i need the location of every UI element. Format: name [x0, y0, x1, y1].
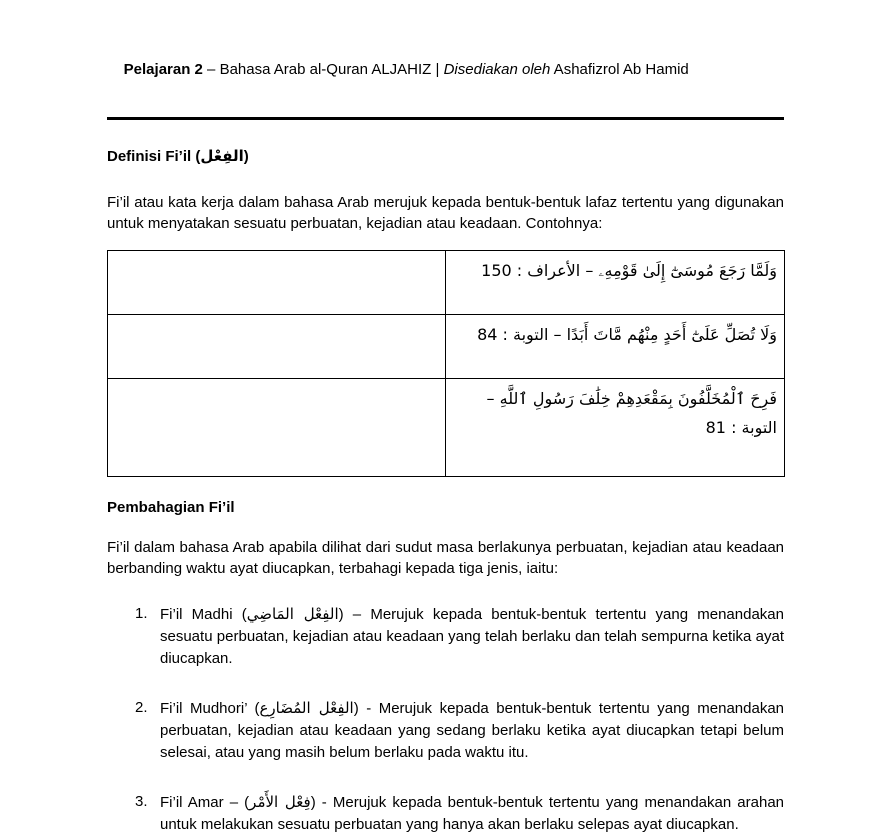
list-item-number: 2. [135, 699, 148, 716]
example-verse-cell: وَلَمَّا رَجَعَ مُوسَىٰٓ إِلَىٰ قَوْمِهِۦ – الأعراف : 150 [446, 251, 785, 315]
fiil-mudhori-description: ) - Merujuk kepada bentuk-bentuk tertentu yang menandakan perbuatan, kejadian atau keadaan yang sedang berlaku ketika ayat diucapkan tetapi belum selesai, atau yang masih belum berlaku pada waktu itu. [160, 700, 785, 761]
list-item-fiil-amar [135, 791, 784, 836]
example-answer-cell [108, 315, 446, 379]
fiil-madhi-label: Fi’il Madhi ( [160, 606, 247, 623]
example-answer-cell [108, 251, 446, 315]
pembahagian-heading: Pembahagian Fi’il [107, 499, 235, 516]
header-lesson-label: Pelajaran 2 [123, 61, 203, 78]
header-author: Ashafizrol Ab Hamid [550, 61, 689, 78]
example-verse-cell: وَلَا تُصَلِّ عَلَىٰٓ أَحَدٍ مِنْهُم مَّاتَ أَبَدًا – التوبة : 84 [446, 315, 785, 379]
pembahagian-paragraph: Fi’il dalam bahasa Arab apabila dilihat dari sudut masa berlakunya perbuatan, kejadian atau keadaan berbanding waktu ayat diucapkan, terbahagi kepada tiga jenis, iaitu: [107, 539, 784, 577]
definisi-paragraph: Fi’il atau kata kerja dalam bahasa Arab merujuk kepada bentuk-bentuk lafaz tertentu yang digunakan untuk menyatakan sesuatu perbuatan, kejadian atau keadaan. Contohnya: [107, 194, 784, 232]
definisi-heading-suffix: ) [243, 148, 249, 165]
examples-table [107, 250, 785, 477]
table-row [108, 251, 785, 315]
list-item-text [160, 791, 784, 836]
list-item-fiil-mudhori [135, 697, 784, 764]
definisi-heading [107, 146, 784, 167]
list-item-text [160, 603, 784, 670]
definisi-heading-arabic: الفِعْل [200, 147, 244, 165]
header-divider-rule [107, 117, 784, 120]
example-verse-cell: فَرِحَ ٱلْمُخَلَّفُونَ بِمَقْعَدِهِمْ خِلَٰفَ رَسُولِ ٱللَّهِ – التوبة : 81 [446, 379, 785, 477]
fiil-mudhori-arabic: الفِعْل المُضَارِع [259, 699, 354, 717]
fiil-amar-label: Fi’il Amar – ( [160, 794, 250, 811]
fiil-madhi-description: ) – Merujuk kepada bentuk-bentuk tertentu yang menandakan sesuatu perbuatan, kejadian atau keadaan yang telah berlaku dan telah sempurna ketika ayat diucapkan. [160, 606, 784, 667]
fiil-mudhori-label: Fi’il Mudhori’ ( [160, 700, 260, 717]
list-item-fiil-madhi [135, 603, 784, 670]
table-row [108, 379, 785, 477]
fiil-types-list [107, 603, 784, 836]
header-title-text: – Bahasa Arab al-Quran ALJAHIZ | [202, 61, 444, 78]
fiil-amar-arabic: فِعْل الأَمْر [249, 793, 311, 811]
table-row [108, 315, 785, 379]
definisi-heading-prefix: Definisi Fi’il ( [107, 148, 201, 165]
header-prepared-by-label: Disediakan oleh [443, 61, 551, 78]
list-item-number: 1. [135, 605, 148, 622]
fiil-amar-description: ) - Merujuk kepada bentuk-bentuk tertentu yang menandakan arahan untuk melakukan sesuatu perbuatan yang hanya akan berlaku selepas ayat diucapkan. [160, 794, 785, 833]
fiil-madhi-arabic: الفِعْل المَاضِي [246, 605, 339, 623]
document-header [107, 40, 784, 100]
list-item-number: 3. [135, 793, 148, 810]
list-item-text [160, 697, 784, 764]
example-answer-cell [108, 379, 446, 477]
